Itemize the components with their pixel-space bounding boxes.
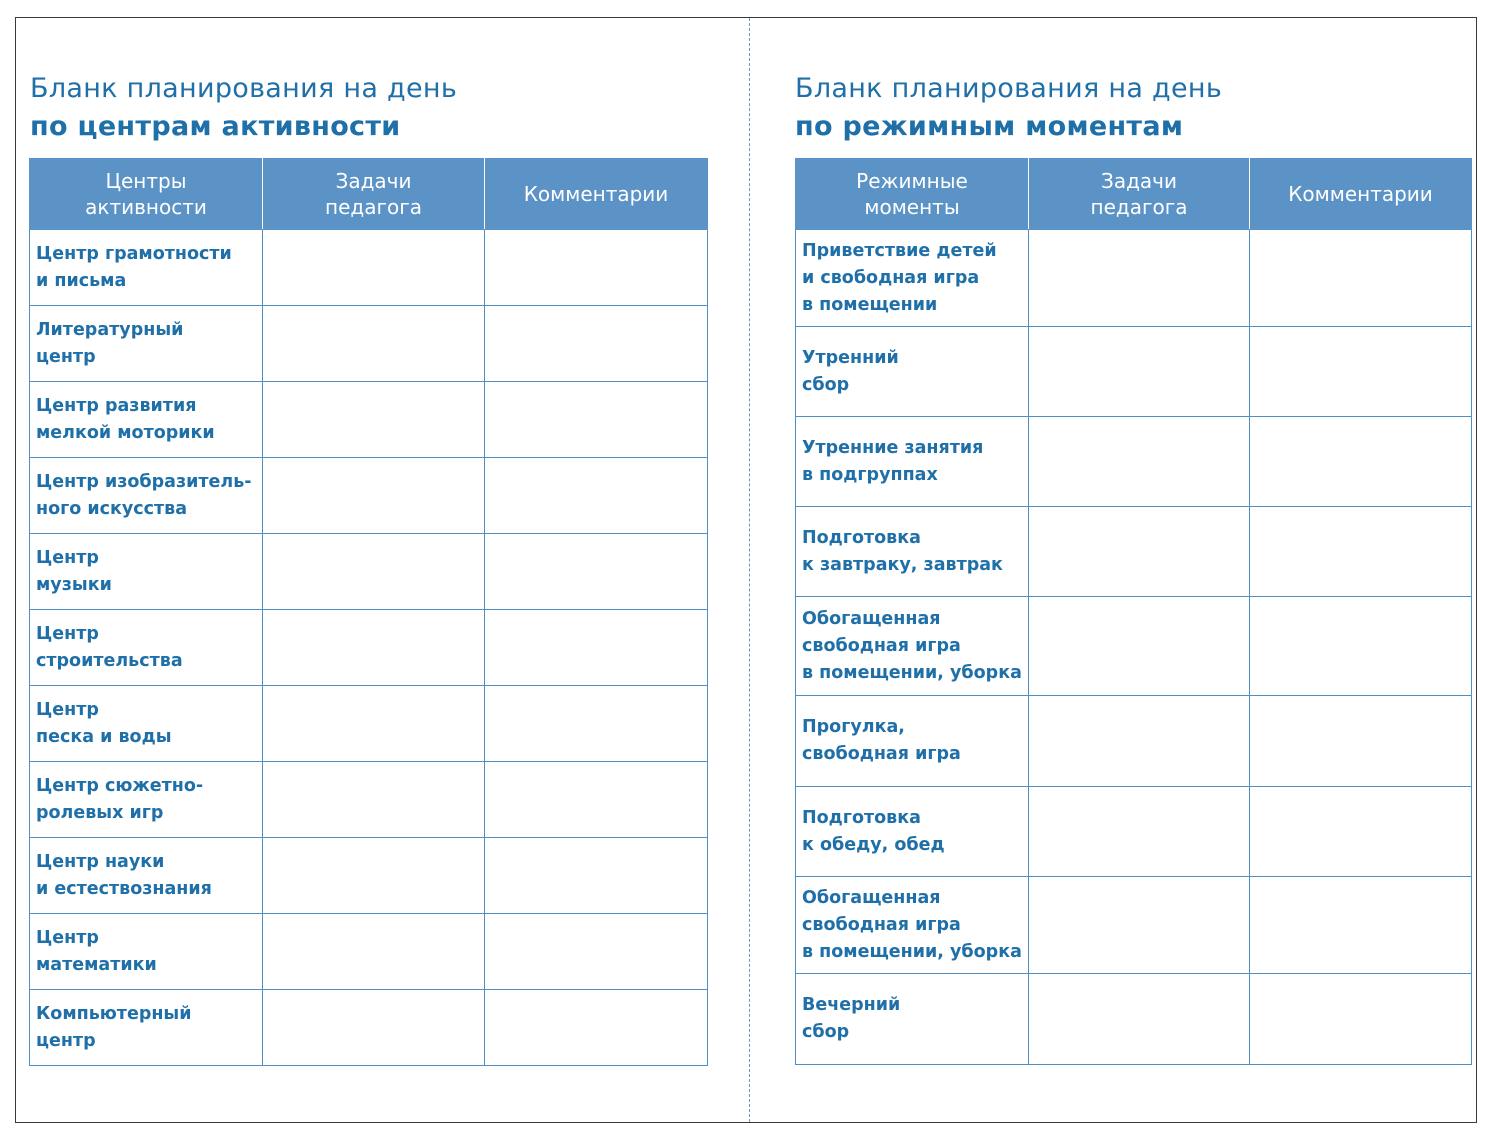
activity-centers-table xyxy=(29,158,708,1066)
comments-cell[interactable] xyxy=(485,990,708,1066)
row-label: Центр сюжетно- ролевых игр xyxy=(30,762,263,838)
table-row xyxy=(30,230,708,306)
table-row xyxy=(796,696,1472,787)
row-label: Утренний сбор xyxy=(796,327,1029,417)
header-label: Задачи педагога xyxy=(1090,169,1188,219)
routine-moments-table xyxy=(795,158,1472,1065)
tasks-cell[interactable] xyxy=(1029,974,1250,1065)
comments-cell[interactable] xyxy=(485,610,708,686)
header-label: Режимные моменты xyxy=(856,169,968,219)
table-row xyxy=(30,914,708,990)
header-label: Задачи педагога xyxy=(325,169,422,219)
right-table-body xyxy=(796,230,1472,1065)
row-label: Центр грамотности и письма xyxy=(30,230,263,306)
tasks-cell[interactable] xyxy=(1029,696,1250,787)
table-row xyxy=(796,230,1472,327)
tasks-cell[interactable] xyxy=(263,382,485,458)
comments-cell[interactable] xyxy=(485,230,708,306)
table-row xyxy=(30,990,708,1066)
table-row xyxy=(796,877,1472,974)
tasks-cell[interactable] xyxy=(263,990,485,1066)
comments-cell[interactable] xyxy=(485,534,708,610)
comments-cell[interactable] xyxy=(485,762,708,838)
comments-cell[interactable] xyxy=(1250,974,1472,1065)
tasks-cell[interactable] xyxy=(1029,507,1250,597)
fold-line xyxy=(749,18,750,1122)
comments-cell[interactable] xyxy=(1250,787,1472,877)
comments-cell[interactable] xyxy=(485,382,708,458)
comments-cell[interactable] xyxy=(1250,417,1472,507)
tasks-cell[interactable] xyxy=(263,838,485,914)
right-title-line2: по режимным моментам xyxy=(795,111,1184,142)
column-header-comments xyxy=(1250,159,1472,230)
table-row xyxy=(30,610,708,686)
row-label: Обогащенная свободная игра в помещении, уборка xyxy=(796,597,1029,696)
table-row xyxy=(30,838,708,914)
column-header-tasks xyxy=(263,159,485,230)
tasks-cell[interactable] xyxy=(1029,597,1250,696)
comments-cell[interactable] xyxy=(1250,230,1472,327)
row-label: Обогащенная свободная игра в помещении, уборка xyxy=(796,877,1029,974)
tasks-cell[interactable] xyxy=(263,458,485,534)
comments-cell[interactable] xyxy=(1250,877,1472,974)
row-label: Приветствие детей и свободная игра в помещении xyxy=(796,230,1029,327)
table-row xyxy=(796,597,1472,696)
column-header-tasks xyxy=(1029,159,1250,230)
row-label: Центр музыки xyxy=(30,534,263,610)
tasks-cell[interactable] xyxy=(263,914,485,990)
table-row xyxy=(796,787,1472,877)
table-row xyxy=(30,762,708,838)
table-header-row xyxy=(30,159,708,230)
row-label: Центр развития мелкой моторики xyxy=(30,382,263,458)
comments-cell[interactable] xyxy=(485,914,708,990)
right-title-line1: Бланк планирования на день xyxy=(795,73,1223,104)
tasks-cell[interactable] xyxy=(1029,877,1250,974)
comments-cell[interactable] xyxy=(485,838,708,914)
tasks-cell[interactable] xyxy=(1029,327,1250,417)
row-label: Вечерний сбор xyxy=(796,974,1029,1065)
tasks-cell[interactable] xyxy=(263,762,485,838)
table-row xyxy=(30,686,708,762)
row-label: Литературный центр xyxy=(30,306,263,382)
left-title xyxy=(30,70,457,146)
row-label: Центр изобразитель- ного искусства xyxy=(30,458,263,534)
left-table-body xyxy=(30,230,708,1066)
comments-cell[interactable] xyxy=(1250,507,1472,597)
tasks-cell[interactable] xyxy=(263,306,485,382)
table-row xyxy=(30,306,708,382)
left-title-line2: по центрам активности xyxy=(30,111,401,142)
header-label: Комментарии xyxy=(523,182,669,206)
comments-cell[interactable] xyxy=(485,458,708,534)
comments-cell[interactable] xyxy=(1250,696,1472,787)
table-row xyxy=(796,417,1472,507)
column-header-moments xyxy=(796,159,1029,230)
tasks-cell[interactable] xyxy=(263,610,485,686)
right-title xyxy=(795,70,1222,146)
tasks-cell[interactable] xyxy=(263,230,485,306)
tasks-cell[interactable] xyxy=(263,534,485,610)
tasks-cell[interactable] xyxy=(1029,787,1250,877)
table-row xyxy=(796,974,1472,1065)
table-row xyxy=(796,327,1472,417)
header-label: Центры активности xyxy=(85,169,207,219)
comments-cell[interactable] xyxy=(1250,597,1472,696)
comments-cell[interactable] xyxy=(485,686,708,762)
header-label: Комментарии xyxy=(1288,182,1433,206)
comments-cell[interactable] xyxy=(485,306,708,382)
comments-cell[interactable] xyxy=(1250,327,1472,417)
column-header-comments xyxy=(485,159,708,230)
tasks-cell[interactable] xyxy=(1029,417,1250,507)
row-label: Центр математики xyxy=(30,914,263,990)
row-label: Подготовка к обеду, обед xyxy=(796,787,1029,877)
column-header-centers xyxy=(30,159,263,230)
table-row xyxy=(796,507,1472,597)
tasks-cell[interactable] xyxy=(1029,230,1250,327)
tasks-cell[interactable] xyxy=(263,686,485,762)
table-header-row xyxy=(796,159,1472,230)
row-label: Прогулка, свободная игра xyxy=(796,696,1029,787)
row-label: Центр науки и естествознания xyxy=(30,838,263,914)
row-label: Компьютерный центр xyxy=(30,990,263,1066)
table-row xyxy=(30,458,708,534)
table-row xyxy=(30,382,708,458)
row-label: Центр песка и воды xyxy=(30,686,263,762)
left-title-line1: Бланк планирования на день xyxy=(30,73,458,104)
row-label: Подготовка к завтраку, завтрак xyxy=(796,507,1029,597)
row-label: Центр строительства xyxy=(30,610,263,686)
table-row xyxy=(30,534,708,610)
row-label: Утренние занятия в подгруппах xyxy=(796,417,1029,507)
